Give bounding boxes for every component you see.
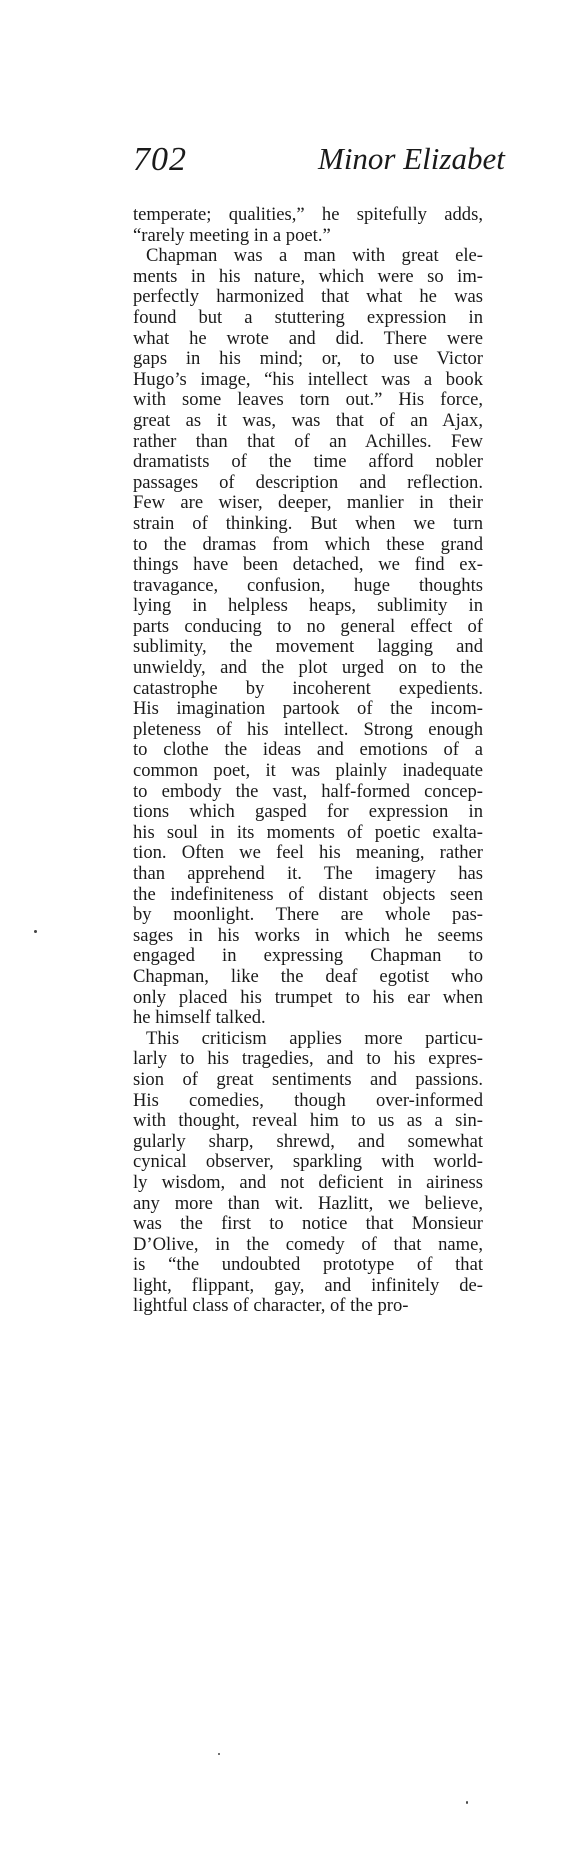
text-line: dramatists of the time afford nobler bbox=[133, 451, 483, 473]
paragraph bbox=[133, 1029, 483, 1317]
text-line: sages in his works in which he seems bbox=[133, 924, 483, 946]
text-line: to clothe the ideas and emotions of a bbox=[133, 739, 483, 761]
text-line: found but a stuttering expression in bbox=[133, 306, 483, 328]
text-line: tions which gasped for expression in bbox=[133, 801, 483, 823]
text-line: gaps in his mind; or, to use Victor bbox=[133, 348, 483, 370]
text-line: by moonlight. There are whole pas- bbox=[133, 904, 483, 926]
text-line: sion of great sentiments and passions. bbox=[133, 1068, 483, 1090]
paragraph bbox=[133, 246, 483, 1029]
page-number: 702 bbox=[133, 141, 187, 178]
text-line: what he wrote and did. There were bbox=[133, 327, 483, 349]
text-line: perfectly harmonized that what he was bbox=[133, 286, 483, 308]
text-line: cynical observer, sparkling with world- bbox=[133, 1151, 483, 1173]
text-line: any more than wit. Hazlitt, we believe, bbox=[133, 1192, 483, 1214]
text-line: His comedies, though over-informed bbox=[133, 1089, 483, 1111]
text-line: parts conducing to no general effect of bbox=[133, 615, 483, 637]
text-line: D’Olive, in the comedy of that name, bbox=[133, 1233, 483, 1255]
text-line: was the first to notice that Monsieur bbox=[133, 1213, 483, 1235]
text-line: Chapman was a man with great ele- bbox=[146, 245, 483, 267]
text-line: ly wisdom, and not deficient in airiness bbox=[133, 1171, 483, 1193]
text-line: Few are wiser, deeper, manlier in their bbox=[133, 492, 483, 514]
text-line: ments in his nature, which were so im- bbox=[133, 265, 483, 287]
running-head: Minor Elizabet bbox=[318, 141, 505, 176]
text-line: His imagination partook of the incom- bbox=[133, 698, 483, 720]
text-line: he himself talked. bbox=[133, 1007, 266, 1029]
text-line: than apprehend it. The imagery has bbox=[133, 863, 483, 884]
text-line: catastrophe by incoherent expedients. bbox=[133, 677, 483, 699]
text-line: to embody the vast, half-formed concep- bbox=[133, 780, 483, 802]
text-line: to the dramas from which these grand bbox=[133, 533, 483, 555]
text-line: temperate; qualities,” he spitefully adds, bbox=[133, 204, 483, 225]
text-line: Chapman, like the deaf egotist who bbox=[133, 965, 483, 987]
text-line: “rarely meeting in a poet.” bbox=[133, 224, 331, 246]
text-line: gularly sharp, shrewd, and somewhat bbox=[133, 1130, 483, 1152]
text-line: with some leaves torn out.” His force, bbox=[133, 389, 483, 411]
text-line: unwieldy, and the plot urged on to the bbox=[133, 657, 483, 679]
text-line: pleteness of his intellect. Strong enough bbox=[133, 718, 483, 740]
text-line: sublimity, the movement lagging and bbox=[133, 636, 483, 658]
text-line: lying in helpless heaps, sublimity in bbox=[133, 595, 483, 617]
text-line: Hugo’s image, “his intellect was a book bbox=[133, 368, 483, 390]
text-line: This criticism applies more particu- bbox=[146, 1027, 483, 1049]
text-line: rather than that of an Achilles. Few bbox=[133, 430, 483, 452]
body-text bbox=[133, 205, 483, 1317]
text-line: tion. Often we feel his meaning, rather bbox=[133, 842, 483, 864]
margin-speck bbox=[466, 1801, 468, 1804]
text-line: lightful class of character, of the pro- bbox=[133, 1295, 409, 1317]
text-line: is “the undoubted prototype of that bbox=[133, 1254, 483, 1276]
margin-speck bbox=[218, 1753, 220, 1755]
text-line: passages of description and reflection. bbox=[133, 471, 483, 493]
text-line: larly to his tragedies, and to his expres- bbox=[133, 1048, 483, 1070]
margin-speck bbox=[34, 930, 37, 933]
text-line: strain of thinking. But when we turn bbox=[133, 512, 483, 534]
text-line: travagance, confusion, huge thoughts bbox=[133, 574, 483, 596]
text-line: only placed his trumpet to his ear when bbox=[133, 986, 483, 1008]
text-line: the indefiniteness of distant objects seen bbox=[133, 883, 483, 905]
text-line: with thought, reveal him to us as a sin- bbox=[133, 1110, 483, 1132]
text-line: light, flippant, gay, and infinitely de- bbox=[133, 1274, 483, 1296]
text-line: engaged in expressing Chapman to bbox=[133, 945, 483, 967]
text-line: things have been detached, we find ex- bbox=[133, 554, 483, 576]
text-line: great as it was, was that of an Ajax, bbox=[133, 409, 483, 431]
text-line: common poet, it was plainly inadequate bbox=[133, 760, 483, 782]
paragraph bbox=[133, 205, 483, 246]
text-line: his soul in its moments of poetic exalta- bbox=[133, 821, 483, 843]
